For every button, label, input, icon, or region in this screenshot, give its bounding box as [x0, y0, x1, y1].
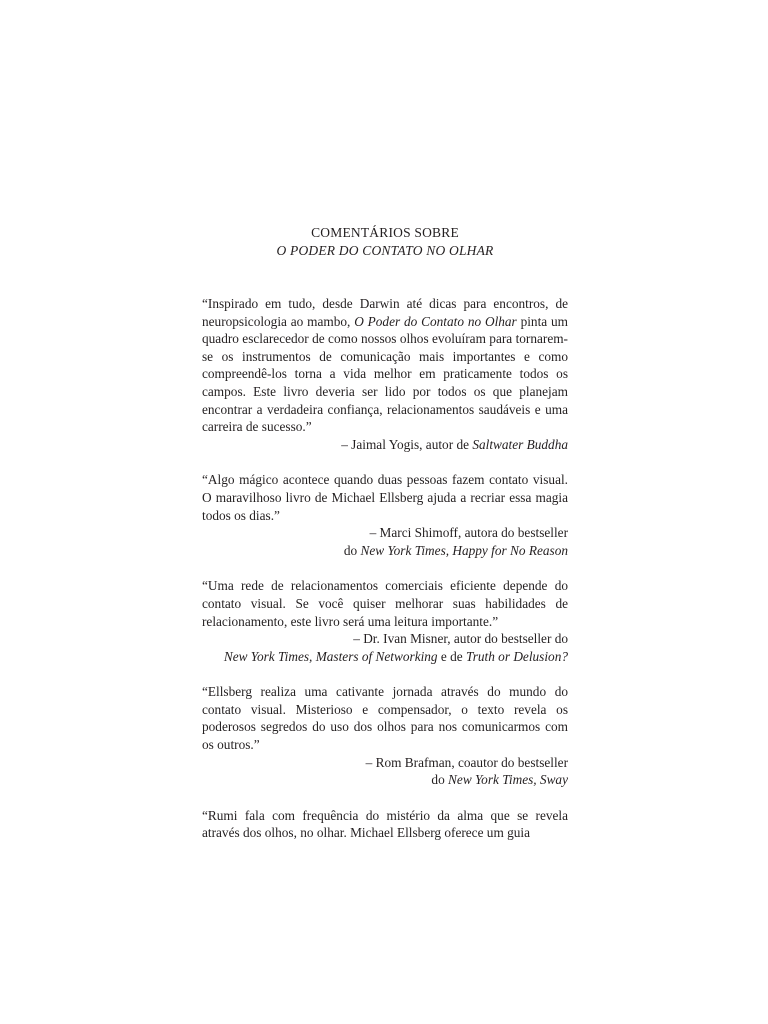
- quote-text: “Inspirado em tudo, desde Darwin até dicas para encontros, de neuropsicologia ao mambo,: [202, 296, 568, 329]
- testimonial-4: [202, 683, 568, 789]
- testimonial-attribution: [202, 524, 568, 559]
- attribution-line: [202, 542, 568, 560]
- heading-line-1: COMENTÁRIOS SOBRE: [311, 225, 459, 240]
- testimonial-quote: “Rumi fala com frequência do mistério da alma que se revela através dos olhos, no olhar. Michael Ellsberg oferece um guia: [202, 807, 568, 841]
- attribution-book-title: New York Times, Masters of Networking: [223, 648, 438, 664]
- attribution-line: [202, 436, 568, 454]
- attribution-line: – Rom Brafman, coautor do bestseller: [365, 754, 568, 770]
- attribution-text: do: [343, 542, 361, 558]
- attribution-line: [202, 648, 568, 666]
- testimonial-3: [202, 577, 568, 665]
- attribution-book-title: Truth or Delusion?: [466, 648, 568, 664]
- document-page: [202, 224, 568, 860]
- quote-text: pinta um quadro esclarecedor de como nossos olhos evoluíram para tornarem-se os instrumentos de comunicação mais importantes e como compreendê-los torna a vida melhor em praticamente todos os campos. Este livro deveria ser lido por todos os que planejam encontrar a verdadeira confiança, relacionamentos saudáveis e uma carreira de sucesso.”: [202, 313, 568, 435]
- attribution-book-title: New York Times, Happy for No Reason: [360, 542, 568, 558]
- attribution-text: – Jaimal Yogis, autor de: [341, 436, 473, 452]
- attribution-text: do: [431, 772, 449, 788]
- heading-line-2: O PODER DO CONTATO NO OLHAR: [276, 243, 494, 258]
- book-title: O Poder do Contato no Olhar: [354, 313, 517, 329]
- attribution-line: [202, 771, 568, 789]
- testimonial-quote: “Ellsberg realiza uma cativante jornada através do mundo do contato visual. Misterioso e compensador, o texto revela os poderosos segredos do uso dos olhos para nos comunicarmos com os outros.”: [202, 684, 568, 753]
- testimonial-attribution: [202, 630, 568, 665]
- attribution-text: e de: [437, 648, 467, 664]
- page-heading: [202, 224, 568, 260]
- testimonial-quote: “Uma rede de relacionamentos comerciais eficiente depende do contato visual. Se você quiser melhorar suas habilidades de relacionamento, este livro será uma leitura importante.”: [202, 578, 568, 629]
- testimonial-quote: [202, 295, 568, 436]
- attribution-line: – Dr. Ivan Misner, autor do bestseller do: [353, 631, 568, 647]
- testimonial-5: [202, 807, 568, 842]
- attribution-line: – Marci Shimoff, autora do bestseller: [369, 525, 568, 541]
- attribution-book-title: New York Times, Sway: [448, 772, 568, 788]
- testimonial-2: [202, 471, 568, 559]
- testimonial-attribution: [202, 436, 568, 454]
- testimonial-attribution: [202, 754, 568, 789]
- testimonial-1: [202, 295, 568, 453]
- attribution-book-title: Saltwater Buddha: [472, 436, 568, 452]
- testimonial-quote: “Algo mágico acontece quando duas pessoas fazem contato visual. O maravilhoso livro de Michael Ellsberg ajuda a recriar essa magia todos os dias.”: [202, 472, 568, 523]
